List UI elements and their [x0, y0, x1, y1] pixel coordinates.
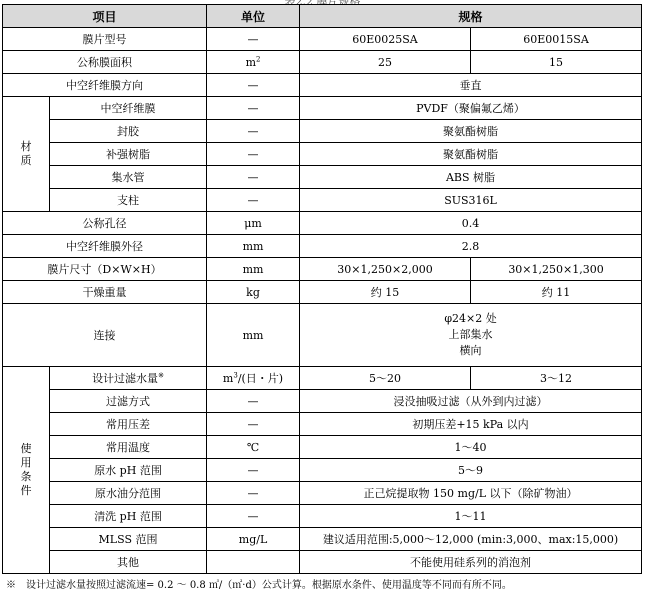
- row-label: 原水油分范围: [50, 482, 207, 505]
- row-label: 原水 pH 范围: [50, 459, 207, 482]
- row-unit: —: [207, 74, 300, 97]
- table-row: [3, 304, 642, 367]
- row-unit: $m^2$: [207, 51, 300, 74]
- row-value: 垂直: [300, 74, 642, 97]
- row-value-a: 30×1,250×2,000: [300, 258, 471, 281]
- row-unit: μm: [207, 212, 300, 235]
- table-row: [3, 436, 642, 459]
- row-value: PVDF（聚偏氟乙烯）: [300, 97, 642, 120]
- row-value: 2.8: [300, 235, 642, 258]
- table-row: [3, 258, 642, 281]
- row-label: 公称孔径: [3, 212, 207, 235]
- row-unit: —: [207, 97, 300, 120]
- connection-line-3: 横向: [459, 344, 482, 357]
- row-unit: mm: [207, 235, 300, 258]
- row-value-a: 25: [300, 51, 471, 74]
- table-row: [3, 281, 642, 304]
- table-row: [3, 367, 642, 390]
- header-spec: 规格: [300, 5, 642, 28]
- row-value: [300, 304, 642, 367]
- row-label: 补强树脂: [50, 143, 207, 166]
- row-label: 设计过滤水量※: [50, 367, 207, 390]
- row-value: SUS316L: [300, 189, 642, 212]
- header-item: 项目: [3, 5, 207, 28]
- table-row: [3, 28, 642, 51]
- row-unit: mm: [207, 258, 300, 281]
- table-row: [3, 413, 642, 436]
- row-unit: —: [207, 28, 300, 51]
- table-row: [3, 74, 642, 97]
- row-unit: —: [207, 143, 300, 166]
- table-row: [3, 390, 642, 413]
- row-unit: —: [207, 189, 300, 212]
- row-value: 不能使用硅系列的消泡剂: [300, 551, 642, 574]
- row-value-b: 30×1,250×1,300: [471, 258, 642, 281]
- membrane-spec-table: [2, 4, 642, 574]
- header-unit: 单位: [207, 5, 300, 28]
- row-label: MLSS 范围: [50, 528, 207, 551]
- row-label: 集水管: [50, 166, 207, 189]
- row-unit: —: [207, 413, 300, 436]
- row-value: 初期压差+15 kPa 以内: [300, 413, 642, 436]
- row-value: 聚氨酯树脂: [300, 120, 642, 143]
- row-unit: —: [207, 459, 300, 482]
- row-label: 支柱: [50, 189, 207, 212]
- row-label: 膜片尺寸（D×W×H）: [3, 258, 207, 281]
- row-unit: $m^3/$(日・片): [207, 367, 300, 390]
- row-value: ABS 树脂: [300, 166, 642, 189]
- table-row: [3, 528, 642, 551]
- row-label: 封胶: [50, 120, 207, 143]
- row-unit: kg: [207, 281, 300, 304]
- row-value: 1～40: [300, 436, 642, 459]
- row-label: 公称膜面积: [3, 51, 207, 74]
- row-value: 浸没抽吸过滤（从外到内过滤）: [300, 390, 642, 413]
- material-group-label: 材质: [3, 97, 50, 212]
- row-unit: [207, 551, 300, 574]
- row-value: 5～9: [300, 459, 642, 482]
- row-value: 1～11: [300, 505, 642, 528]
- connection-line-1: φ24×2 处: [444, 312, 497, 325]
- table-row: [3, 166, 642, 189]
- row-unit: —: [207, 390, 300, 413]
- table-row: [3, 482, 642, 505]
- row-label: 常用压差: [50, 413, 207, 436]
- table-row: [3, 235, 642, 258]
- row-label: 其他: [50, 551, 207, 574]
- row-label: 膜片型号: [3, 28, 207, 51]
- row-label: 常用温度: [50, 436, 207, 459]
- row-unit: —: [207, 482, 300, 505]
- table-row: [3, 551, 642, 574]
- row-unit: mg/L: [207, 528, 300, 551]
- row-unit: —: [207, 120, 300, 143]
- table-row: [3, 120, 642, 143]
- row-unit: —: [207, 505, 300, 528]
- row-label: 中空纤维膜方向: [3, 74, 207, 97]
- row-value-b: 60E0015SA: [471, 28, 642, 51]
- row-value: 建议适用范围:5,000～12,000 (min:3,000、max:15,000): [300, 528, 642, 551]
- row-value-b: 15: [471, 51, 642, 74]
- row-value-b: 3～12: [471, 367, 642, 390]
- table-row: [3, 505, 642, 528]
- row-label: 过滤方式: [50, 390, 207, 413]
- row-value: 0.4: [300, 212, 642, 235]
- row-unit: —: [207, 166, 300, 189]
- table-header-row: [3, 5, 642, 28]
- table-row: [3, 143, 642, 166]
- table-row: [3, 212, 642, 235]
- row-label: 清洗 pH 范围: [50, 505, 207, 528]
- row-value-a: 60E0025SA: [300, 28, 471, 51]
- row-value-a: 约 15: [300, 281, 471, 304]
- row-value-b: 约 11: [471, 281, 642, 304]
- row-value: 聚氨酯树脂: [300, 143, 642, 166]
- row-value-a: 5～20: [300, 367, 471, 390]
- row-unit: mm: [207, 304, 300, 367]
- table-row: [3, 97, 642, 120]
- row-label: 干燥重量: [3, 281, 207, 304]
- table-row: [3, 189, 642, 212]
- row-label: 连接: [3, 304, 207, 367]
- table-row: [3, 459, 642, 482]
- table-footnote: ※ 设计过滤水量按照过滤流速= 0.2 ～ 0.8 ㎥/（㎡·d）公式计算。根据原水条件、使用温度等不同而有所不同。: [6, 580, 512, 591]
- row-label: 中空纤维膜外径: [3, 235, 207, 258]
- row-value: 正己烷提取物 150 mg/L 以下（除矿物油）: [300, 482, 642, 505]
- table-row: [3, 51, 642, 74]
- row-label: 中空纤维膜: [50, 97, 207, 120]
- row-unit: ℃: [207, 436, 300, 459]
- use-conditions-group-label: 使用条件: [3, 367, 50, 574]
- connection-line-2: 上部集水: [448, 328, 493, 341]
